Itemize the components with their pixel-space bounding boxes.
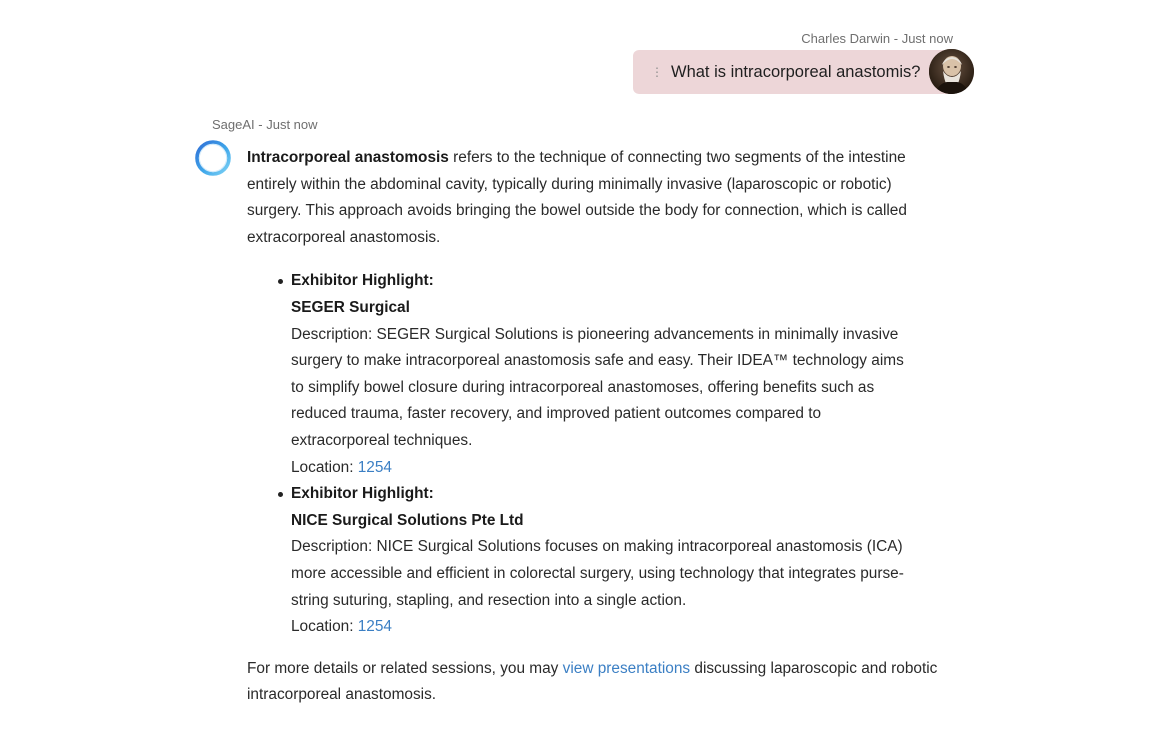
user-avatar[interactable] xyxy=(929,49,974,94)
ai-message-body xyxy=(247,145,947,709)
exhibitor-description: Description: SEGER Surgical Solutions is pioneering advancements in minimally invasive surgery to make intracorporeal anastomosis safe and easy. Their IDEA™ technology aims to simplify bowel closure during intracorporeal anastomoses, offering benefits such as reduced trauma, faster recovery, and improved patient outcomes compared to extracorporeal techniques. xyxy=(291,325,904,449)
location-link[interactable]: 1254 xyxy=(357,458,392,476)
list-item xyxy=(291,268,947,481)
intro-text: refers to the technique of connecting two segments of the intestine entirely within the abdominal cavity, typically during minimally invasive (laparoscopic or robotic) surgery. This approach avoids bringing the bowel outside the body for connection, which is called extracorporeal anastomosis. xyxy=(247,149,907,246)
exhibitor-description: Description: NICE Surgical Solutions focuses on making intracorporeal anastomosis (ICA) more accessible and efficient in colorectal surgery, using technology that integrates purse-string suturing, stapling, and resection into a single action. xyxy=(291,538,904,609)
location-link[interactable]: 1254 xyxy=(357,618,392,636)
view-presentations-link[interactable]: view presentations xyxy=(562,659,691,677)
outro-text-before: For more details or related sessions, you may xyxy=(247,659,563,677)
user-message-meta xyxy=(801,31,953,46)
user-meta-separator: - xyxy=(890,31,902,46)
drag-handle-icon[interactable]: ⋮ xyxy=(651,65,663,79)
list-item xyxy=(291,481,947,641)
user-message-text: What is intracorporeal anastomis? xyxy=(671,62,921,81)
outro-paragraph xyxy=(247,656,947,709)
ai-timestamp: Just now xyxy=(266,117,318,132)
highlight-heading: Exhibitor Highlight: xyxy=(291,485,434,503)
ai-message-meta xyxy=(212,117,318,132)
intro-paragraph xyxy=(247,145,915,251)
exhibitor-list xyxy=(247,268,947,640)
location-label: Location: xyxy=(291,618,358,636)
user-author: Charles Darwin xyxy=(801,31,891,46)
highlight-heading: Exhibitor Highlight: xyxy=(291,272,434,290)
exhibitor-name: SEGER Surgical xyxy=(291,298,410,316)
user-message-bubble xyxy=(633,50,953,94)
ai-author: SageAI xyxy=(212,117,255,132)
exhibitor-name: NICE Surgical Solutions Pte Ltd xyxy=(291,511,524,529)
exhibitor-location xyxy=(291,455,947,482)
portrait-avatar-icon xyxy=(929,49,974,94)
ai-meta-separator: - xyxy=(254,117,267,132)
location-label: Location: xyxy=(291,458,358,476)
user-timestamp: Just now xyxy=(901,31,953,46)
exhibitor-location xyxy=(291,614,947,641)
ring-logo-icon xyxy=(194,139,232,177)
outro-text-after: discussing laparoscopic and robotic intracorporeal anastomosis. xyxy=(247,659,938,704)
intro-term: Intracorporeal anastomosis xyxy=(247,149,449,166)
